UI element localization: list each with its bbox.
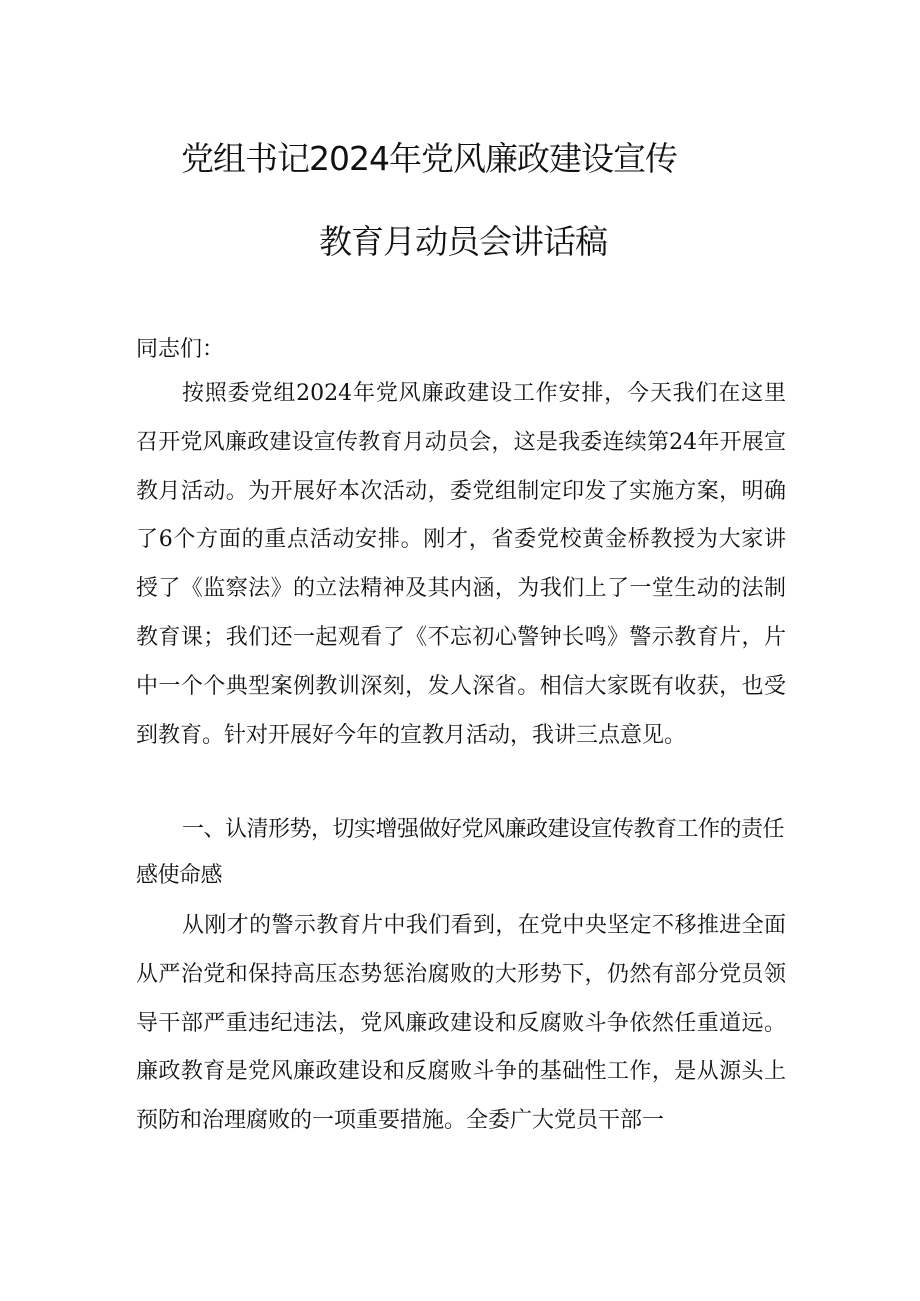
document-title-line-1: 党组书记2024年党风廉政建设宣传 xyxy=(181,139,677,178)
document-title-line-2: 教育月动员会讲话稿 xyxy=(319,222,607,261)
paragraph-intro: 按照委党组2024年党风廉政建设工作安排，今天我们在这里召开党风廉政建设宣传教育月动员会，这是我委连续第24年开展宣教月活动。为开展好本次活动，委党组制定印发了实施方案，明确了6个方面的重点活动安排。刚才，省委党校黄金桥教授为大家讲授了《监察法》的立法精神及其内涵，为我们上了一堂生动的法制教育课；我们还一起观看了《不忘初心警钟长鸣》警示教育片，片中一个个典型案例教训深刻，发人深省。相信大家既有收获，也受到教育。针对开展好今年的宣教月活动，我讲三点意见。 xyxy=(136,381,786,748)
salutation: 同志们： xyxy=(136,337,225,362)
paragraph-section-1: 从刚才的警示教育片中我们看到，在党中央坚定不移推进全面从严治党和保持高压态势惩治腐败的大形势下，仍然有部分党员领导干部严重违纪违法，党风廉政建设和反腐败斗争依然任重道远。廉政教育是党风廉政建设和反腐败斗争的基础性工作，是从源头上预防和治理腐败的一项重要措施。全委广大党员干部一 xyxy=(136,913,786,1134)
section-heading-1: 一、认清形势，切实增强做好党风廉政建设宣传教育工作的责任感使命感 xyxy=(136,817,785,888)
